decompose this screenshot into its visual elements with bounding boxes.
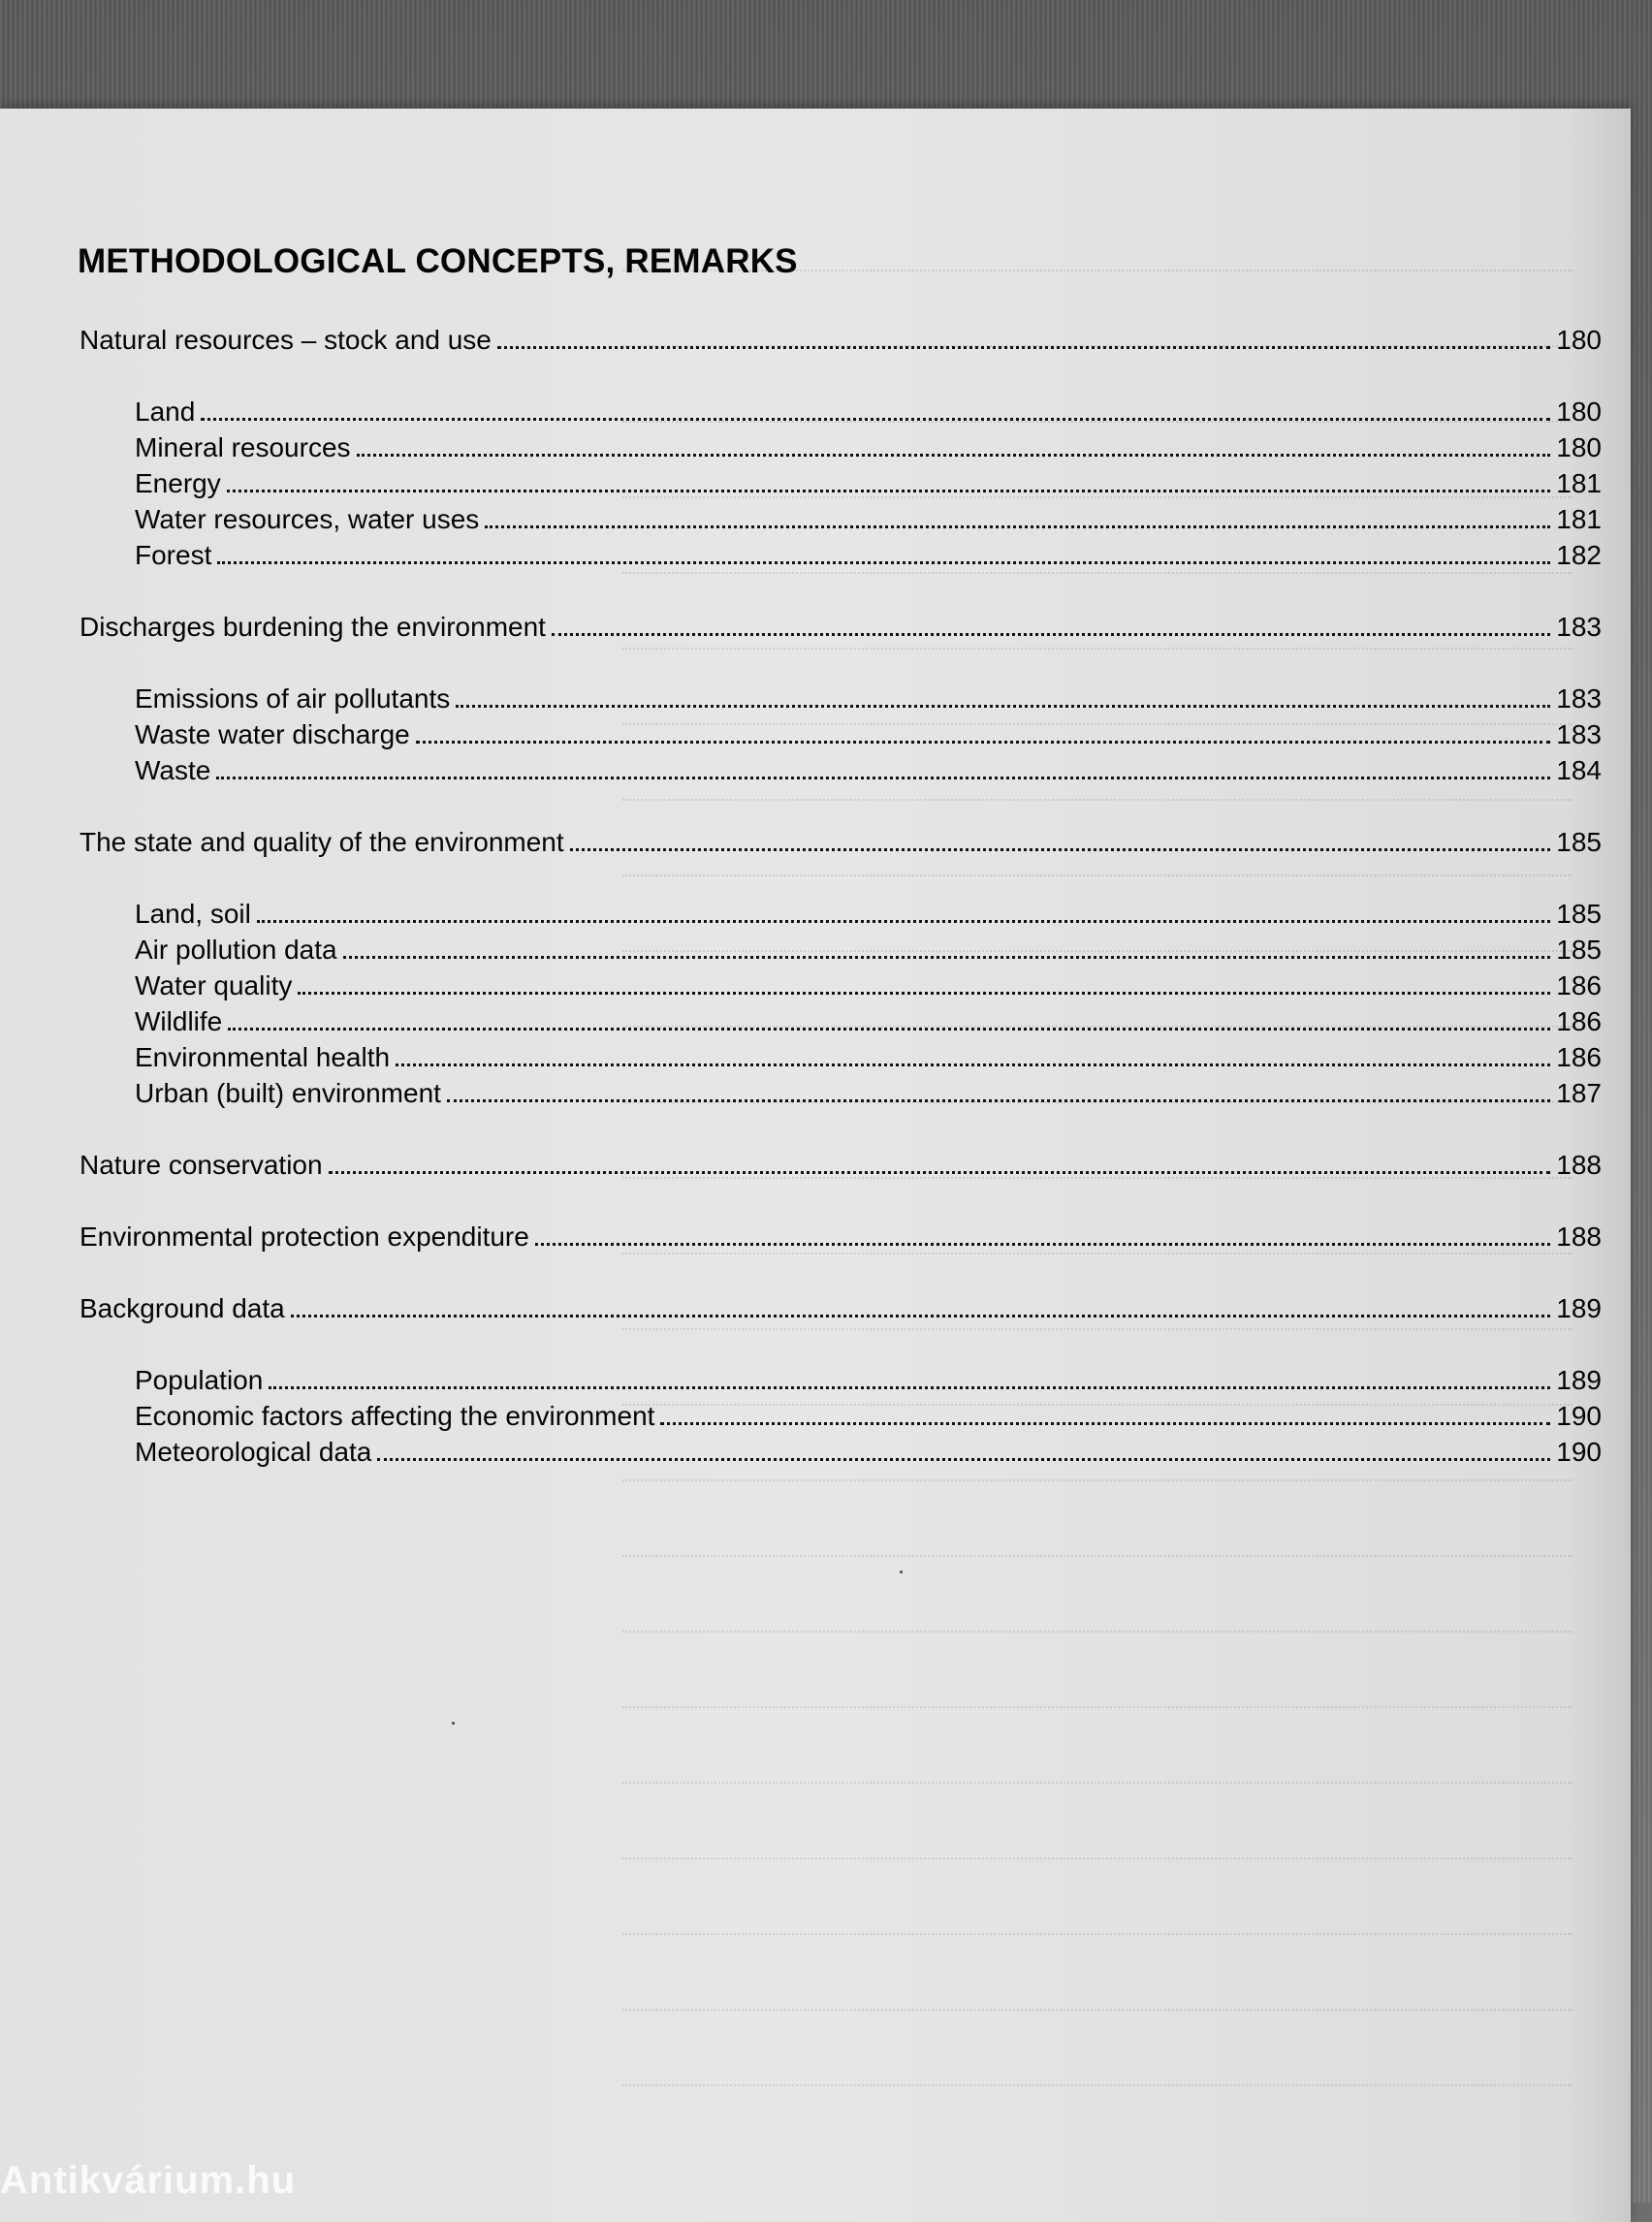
watermark-text: Antikvárium.hu [0,2159,296,2203]
toc-page-number: 184 [1556,752,1602,788]
toc-item-label: Wildlife [135,1003,222,1039]
toc-item-label: Emissions of air pollutants [135,681,450,716]
toc-item-emissions[interactable] [79,681,1602,716]
toc-page-number: 188 [1556,1147,1602,1183]
toc-item-label: Water quality [135,968,292,1003]
toc-item-wildlife[interactable] [79,1003,1602,1039]
toc-page-number: 181 [1556,465,1602,501]
toc-item-air-pollution[interactable] [79,932,1602,968]
toc-item-land-soil[interactable] [79,896,1602,932]
toc-item-label: Waste [135,752,210,788]
dot-leader [485,525,1550,528]
toc-page-number: 182 [1556,537,1602,573]
toc-item-land[interactable] [79,394,1602,429]
toc-item-environmental-health[interactable] [79,1039,1602,1075]
toc-item-label: Urban (built) environment [135,1075,441,1111]
toc-page-number: 183 [1556,609,1602,645]
toc-item-waste[interactable] [79,752,1602,788]
dot-leader [217,561,1550,564]
dot-leader [416,741,1551,744]
toc-page-number: 189 [1556,1362,1602,1398]
table-of-contents [79,322,1602,1470]
toc-item-meteorological-data[interactable] [79,1434,1602,1470]
dot-leader [343,956,1551,959]
toc-item-label: Environmental health [135,1039,390,1075]
book-page [0,109,1631,2222]
dot-leader [269,1386,1550,1389]
toc-section-label: Environmental protection expenditure [79,1219,529,1254]
toc-item-label: Meteorological data [135,1434,371,1470]
toc-item-mineral-resources[interactable] [79,429,1602,465]
toc-section-natural-resources[interactable] [79,322,1602,358]
dot-leader [456,705,1550,708]
dot-leader [216,777,1550,779]
toc-page-number: 180 [1556,429,1602,465]
toc-item-economic-factors[interactable] [79,1398,1602,1434]
page-title: METHODOLOGICAL CONCEPTS, REMARKS [78,242,798,281]
toc-page-number: 183 [1556,681,1602,716]
toc-page-number: 185 [1556,932,1602,968]
toc-item-label: Land, soil [135,896,251,932]
toc-item-label: Forest [135,537,211,573]
toc-section-label: Background data [79,1290,285,1326]
toc-item-energy[interactable] [79,465,1602,501]
toc-item-label: Water resources, water uses [135,501,479,537]
dot-leader [660,1422,1550,1425]
toc-section-protection-expenditure[interactable] [79,1219,1602,1254]
dot-leader [497,346,1550,349]
toc-page-number: 185 [1556,824,1602,860]
toc-item-urban-environment[interactable] [79,1075,1602,1111]
toc-section-background-data[interactable] [79,1290,1602,1326]
toc-section-nature-conservation[interactable] [79,1147,1602,1183]
toc-page-number: 185 [1556,896,1602,932]
dot-leader [228,1028,1550,1031]
toc-page-number: 187 [1556,1075,1602,1111]
dot-leader [377,1458,1550,1461]
toc-item-waste-water[interactable] [79,716,1602,752]
toc-section-label: Natural resources – stock and use [79,322,492,358]
toc-page-number: 190 [1556,1398,1602,1434]
toc-item-population[interactable] [79,1362,1602,1398]
toc-section-label: Nature conservation [79,1147,323,1183]
toc-item-label: Mineral resources [135,429,351,465]
toc-page-number: 180 [1556,394,1602,429]
toc-page-number: 188 [1556,1219,1602,1254]
paper-speck [900,1571,903,1573]
dot-leader [447,1099,1550,1102]
toc-item-label: Air pollution data [135,932,337,968]
paper-speck [452,1722,455,1725]
dot-leader [552,633,1550,636]
dot-leader [357,454,1551,457]
toc-item-water-quality[interactable] [79,968,1602,1003]
toc-item-label: Waste water discharge [135,716,410,752]
toc-page-number: 183 [1556,716,1602,752]
toc-section-label: The state and quality of the environment [79,824,564,860]
toc-item-label: Economic factors affecting the environment [135,1398,654,1434]
toc-item-label: Energy [135,465,221,501]
toc-item-label: Population [135,1362,263,1398]
toc-section-label: Discharges burdening the environment [79,609,546,645]
toc-item-label: Land [135,394,195,429]
dot-leader [396,1063,1550,1066]
dot-leader [291,1315,1551,1317]
toc-page-number: 189 [1556,1290,1602,1326]
toc-page-number: 181 [1556,501,1602,537]
dot-leader [227,490,1551,492]
dot-leader [298,992,1550,995]
toc-page-number: 186 [1556,1003,1602,1039]
toc-section-state-quality[interactable] [79,824,1602,860]
toc-item-forest[interactable] [79,537,1602,573]
toc-page-number: 180 [1556,322,1602,358]
dot-leader [535,1243,1550,1246]
toc-item-water-resources[interactable] [79,501,1602,537]
dot-leader [257,920,1550,923]
dot-leader [570,848,1551,851]
dot-leader [201,418,1550,421]
dot-leader [329,1171,1551,1174]
toc-page-number: 186 [1556,1039,1602,1075]
toc-page-number: 190 [1556,1434,1602,1470]
toc-section-discharges[interactable] [79,609,1602,645]
toc-page-number: 186 [1556,968,1602,1003]
